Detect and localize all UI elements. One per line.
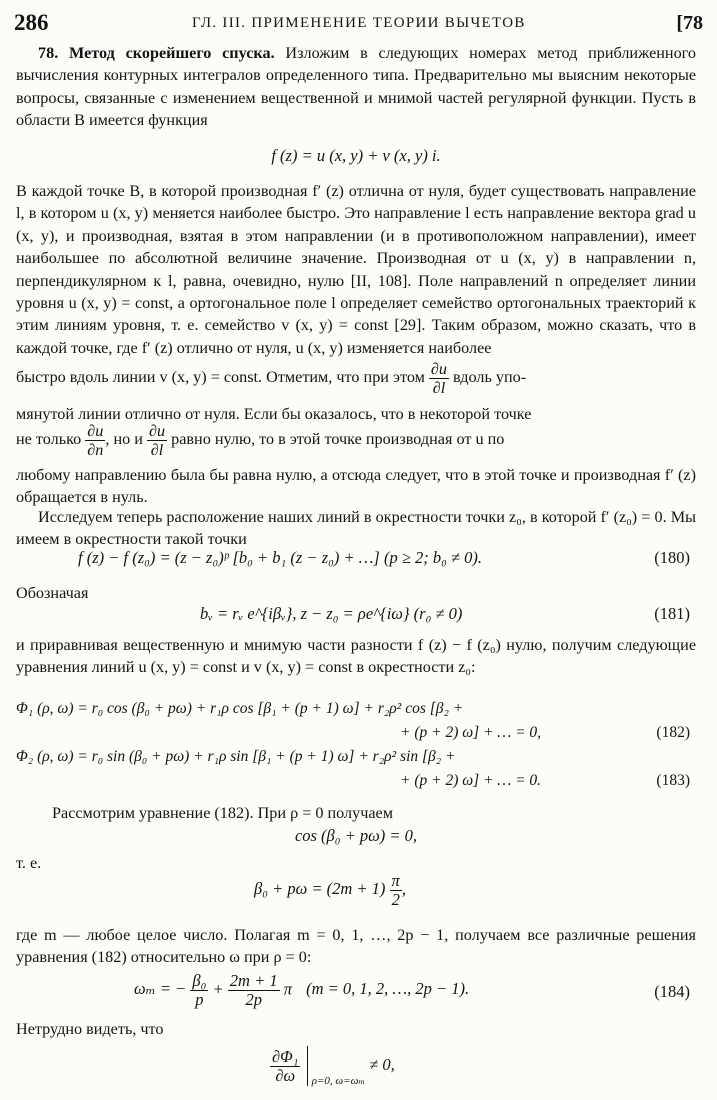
para5-text: Рассмотрим уравнение (182). При ρ = 0 получаем <box>52 804 393 822</box>
chapter-title: ГЛ. III. ПРИМЕНЕНИЕ ТЕОРИИ ВЫЧЕТОВ <box>192 15 526 31</box>
para2-e: любому направлению была бы равна нулю, а отсюда следует, что в этой точке и производная f′ (z) обращается в нуль. <box>16 466 696 507</box>
label-ie: т. е. <box>16 854 42 872</box>
page-number: 286 <box>14 10 49 35</box>
equation-183-line1: Φ₂ (ρ, ω) = r₀ sin (β₀ + pω) + r₁ρ sin [β₁ + (p + 1) ω] + r₂ρ² sin [β₂ + <box>16 748 456 765</box>
section-marker: [78 <box>676 12 703 34</box>
fraction-du-dl: $\frac{\partial u}{\partial l}$ <box>430 360 447 397</box>
equation-180: f (z) − f (z₀) = (z − z₀)ᵖ [b₀ + b₁ (z − z₀) + …] (p ≥ 2; b₀ ≠ 0). (180) <box>78 548 690 567</box>
para2-line-e <box>16 464 696 509</box>
paragraph-3 <box>16 506 696 551</box>
paragraph-main <box>16 180 696 359</box>
fraction-du-dn: $\frac{\partial u}{\partial n}$ <box>87 422 104 459</box>
paragraph-7 <box>16 1018 696 1040</box>
label-denoting-wrap <box>16 582 696 604</box>
section-intro <box>16 42 696 132</box>
intro-text: Изложим в следующих номерах метод приближенного вычисления контурных интегралов определенного типа. Предварительно мы выясним некоторые вопросы, связанные с изменением вещественной и мнимой частей регулярной функции. Пусть в области B имеется функция <box>16 44 697 130</box>
para4-text: и приравнивая вещественную и мнимую части разности f (z) − f (z₀) нулю, получим следующие уравнения линий u (x, y) = const и v (x, y) = const в окрестности z₀: <box>16 636 696 677</box>
fraction-beta0-p: $\frac{\text{β₀}}{p}$ <box>192 971 207 1009</box>
para2-a: В каждой точке B, в которой производная f′ (z) отлична от нуля, будет существовать направление l, в котором u (x, y) меняется наиболее быстро. Это направление l есть направление вектора grad u (x, y), и производная, взятая в этом направлении (и в противоположном направлении), имеет наибольшее по абсолютной величине значение. Производная от u (x, y) в направлении n, перпендикулярном к l, равна, очевидно, нулю [II, 108]. Поле направлений n определяет линии уровня u (x, y) = const, а ортогональное поле l определяет семейство ортогональных траекторий к этим линиям уровня, т. е. семейство v (x, y) = const [29]. Таким образом, можно сказать, что в каждой точке, где f′ (z) отлично от нуля, u (x, y) изменяется наиболее <box>16 182 696 357</box>
para2-b2: вдоль упо- <box>453 368 527 387</box>
fraction-pi-2: $\frac{\pi}{2}$ <box>391 871 400 909</box>
equation-f: f (z) = u (x, y) + v (x, y) i. <box>271 146 441 165</box>
equation-182-line1: Φ₁ (ρ, ω) = r₀ cos (β₀ + pω) + r₁ρ cos [β₁ + (p + 1) ω] + r₂ρ² cos [β₂ + <box>16 700 464 717</box>
para3-text: Исследуем теперь расположение наших линий в окрестности точки z₀, в которой f′ (z₀) = 0. Мы имеем в окрестности такой точки <box>16 508 696 549</box>
equation-beta: β₀ + pω = (2m + 1) $\frac{\pi}{2}$ , <box>254 871 406 909</box>
para2-d2: , но и <box>105 430 143 449</box>
eq-number-180: (180) <box>654 548 690 567</box>
para7-text: Нетрудно видеть, что <box>16 1020 164 1038</box>
equation-last: $\frac{\text{∂Φ₁}}{\partial\omega}$ $_{\rho=0, \omega=\omega_m}$ ≠ 0, <box>272 1046 395 1087</box>
eq-number-181: (181) <box>654 604 690 623</box>
equation-181: bᵥ = rᵥ e^{iβᵥ}, z − z₀ = ρe^{iω} (r₀ ≠ 0) (181) <box>200 604 690 623</box>
para2-c: мянутой линии отлично от нуля. Если бы оказалось, что в некоторой точке <box>16 405 532 423</box>
eq-number-183: (183) <box>656 772 690 789</box>
fraction-2m1-2p: $\frac{2m + 1}{2p}$ <box>229 971 278 1009</box>
section-title: 78. Метод скорейшего спуска. <box>38 44 275 62</box>
eq-number-182: (182) <box>656 724 690 741</box>
para2-b1: быстро вдоль линии v (x, y) = const. Отметим, что при этом <box>16 368 425 387</box>
equation-cos: cos (β₀ + pω) = 0, <box>294 826 418 845</box>
paragraph-4 <box>16 634 696 679</box>
fraction-dPhi1-domega: $\frac{\text{∂Φ₁}}{\partial\omega}$ <box>272 1046 299 1085</box>
paragraph-5 <box>16 802 696 824</box>
label-denoting: Обозначая <box>16 584 89 602</box>
para6-text: где m — любое целое число. Полагая m = 0, 1, …, 2p − 1, получаем все различные решения уравнения (182) относительно ω при ρ = 0: <box>16 926 696 967</box>
equation-184: ωₘ = − $\frac{\text{β₀}}{p}$ + $\frac{2m + 1}{2p}$ π (m = 0, 1, 2, …, 2p − 1). (184) <box>134 971 690 1009</box>
para2-d3: равно нулю, то в этой точке производная от u по <box>171 430 505 449</box>
running-header <box>14 10 703 38</box>
para2-d1: не только <box>16 430 82 449</box>
para2-line-b <box>16 360 696 397</box>
equation-183-line2: + (p + 2) ω] + … = 0. (183) <box>400 772 690 789</box>
fraction-du-dl-2: $\frac{\partial u}{\partial l}$ <box>148 422 166 459</box>
paragraph-6 <box>16 924 696 969</box>
eq-number-184: (184) <box>654 982 690 1001</box>
para2-line-d <box>16 422 696 459</box>
equation-182-line2: + (p + 2) ω] + … = 0, (182) <box>400 724 690 741</box>
